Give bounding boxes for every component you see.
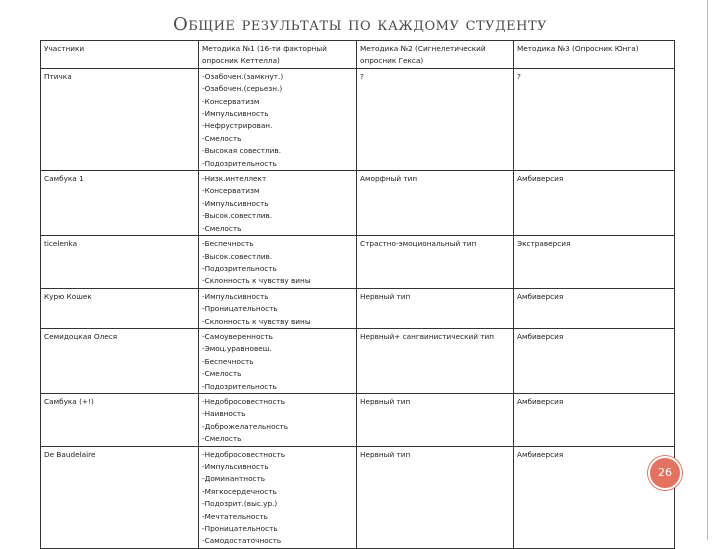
- method-1-traits-cell: [199, 171, 357, 236]
- trait-item: -Подозрительность: [202, 263, 277, 273]
- participant-cell: Птичка: [41, 68, 199, 170]
- trait-item: -Смелость: [202, 434, 242, 444]
- method-3-result-cell: Амбиверсия: [514, 171, 675, 236]
- trait-item: -Подозрит.(выс.ур.): [202, 499, 278, 509]
- method-2-result-cell: Страстно-эмоциональный тип: [357, 236, 514, 289]
- trait-item: -Импульсивность: [202, 462, 269, 471]
- trait-item: -Проницательность: [202, 524, 278, 534]
- trait-item: -Импульсивность: [202, 198, 269, 208]
- trait-item: -Низк.интеллект: [202, 174, 267, 184]
- results-table: [40, 40, 675, 549]
- trait-item: -Недобросовестность: [202, 449, 286, 459]
- trait-item: -Консерватизм: [202, 96, 260, 106]
- method-3-result-cell: ?: [514, 68, 675, 170]
- trait-item: -Импульсивность: [202, 291, 269, 301]
- participant-cell: ticelenka: [41, 236, 199, 289]
- header-participants: Участники: [41, 41, 199, 69]
- trait-item: -Самоуверенность: [202, 331, 273, 341]
- participant-cell: Семидоцкая Олеся: [41, 328, 199, 393]
- trait-item: -Склонность к чувству вины: [202, 316, 311, 326]
- method-1-traits-cell: [199, 446, 357, 548]
- method-3-result-cell: Амбиверсия: [514, 328, 675, 393]
- trait-item: -Проницательность: [202, 304, 278, 314]
- trait-item: -Импульсивность: [202, 109, 269, 119]
- table-row: [41, 288, 675, 328]
- table-row: [41, 68, 675, 170]
- trait-item: -Смелость: [202, 133, 242, 143]
- method-2-result-cell: Аморфный тип: [357, 171, 514, 236]
- trait-item: -Консерватизм: [202, 186, 260, 196]
- method-1-traits-cell: [199, 236, 357, 289]
- trait-item: -Склонность к чувству вины: [202, 276, 311, 286]
- trait-item: -Подозрительность: [202, 381, 277, 391]
- trait-item: -Озабочен.(серьезн.): [202, 84, 283, 94]
- trait-item: -Недобросовестность: [202, 396, 286, 406]
- method-1-traits-cell: [199, 288, 357, 328]
- page-title: Общие результаты по каждому студенту: [172, 14, 548, 35]
- trait-item: -Мечтательность: [202, 511, 268, 521]
- trait-item: -Доминантность: [202, 474, 266, 484]
- trait-item: -Доброжелательность: [202, 421, 289, 431]
- participant-cell: Самбука 1: [41, 171, 199, 236]
- participant-cell: Самбука (+!): [41, 393, 199, 446]
- method-2-result-cell: ?: [357, 68, 514, 170]
- table-row: [41, 236, 675, 289]
- method-3-result-cell: Экстраверсия: [514, 236, 675, 289]
- trait-item: -Самодостаточность: [202, 536, 282, 546]
- participant-cell: De Baudelaire: [41, 446, 199, 548]
- method-3-result-cell: Амбиверсия: [514, 446, 675, 548]
- header-method-3: Методика №3 (Опросник Юнга): [514, 41, 675, 69]
- table-header-row: [41, 41, 675, 69]
- trait-item: -Озабочен.(замкнут.): [202, 71, 284, 81]
- table-row: [41, 446, 675, 548]
- trait-item: -Нефрустрирован.: [202, 121, 273, 131]
- trait-item: -Беспечность: [202, 239, 254, 249]
- trait-item: -Беспечность: [202, 356, 254, 366]
- trait-item: -Наивность: [202, 409, 246, 419]
- header-method-1: Методика №1 (16-ти факторный опросник Кеттелла): [199, 41, 357, 69]
- method-2-result-cell: Нервный тип: [357, 393, 514, 446]
- trait-item: -Мягкосердечность: [202, 486, 277, 496]
- table-row: [41, 328, 675, 393]
- method-1-traits-cell: [199, 68, 357, 170]
- method-1-traits-cell: [199, 393, 357, 446]
- trait-item: -Высок.совестлив.: [202, 211, 273, 221]
- method-3-result-cell: Амбиверсия: [514, 288, 675, 328]
- trait-item: -Высокая совестлив.: [202, 146, 282, 156]
- method-3-result-cell: Амбиверсия: [514, 393, 675, 446]
- header-method-2: Методика №2 (Сигнелетический опросник Гекса): [357, 41, 514, 69]
- method-2-result-cell: Нервный тип: [357, 288, 514, 328]
- method-2-result-cell: Нервный+ сангвинистический тип: [357, 328, 514, 393]
- trait-item: -Высок.совестлив.: [202, 251, 273, 261]
- trait-item: -Смелость: [202, 223, 242, 233]
- participant-cell: Курю Кошек: [41, 288, 199, 328]
- trait-item: -Эмоц.уравновеш.: [202, 344, 272, 354]
- method-1-traits-cell: [199, 328, 357, 393]
- method-2-result-cell: Нервный тип: [357, 446, 514, 548]
- slide-frame-right: [707, 0, 720, 540]
- table-row: [41, 171, 675, 236]
- page-number-badge: 26: [648, 456, 682, 490]
- trait-item: -Смелость: [202, 369, 242, 379]
- table-row: [41, 393, 675, 446]
- trait-item: -Подозрительность: [202, 158, 277, 168]
